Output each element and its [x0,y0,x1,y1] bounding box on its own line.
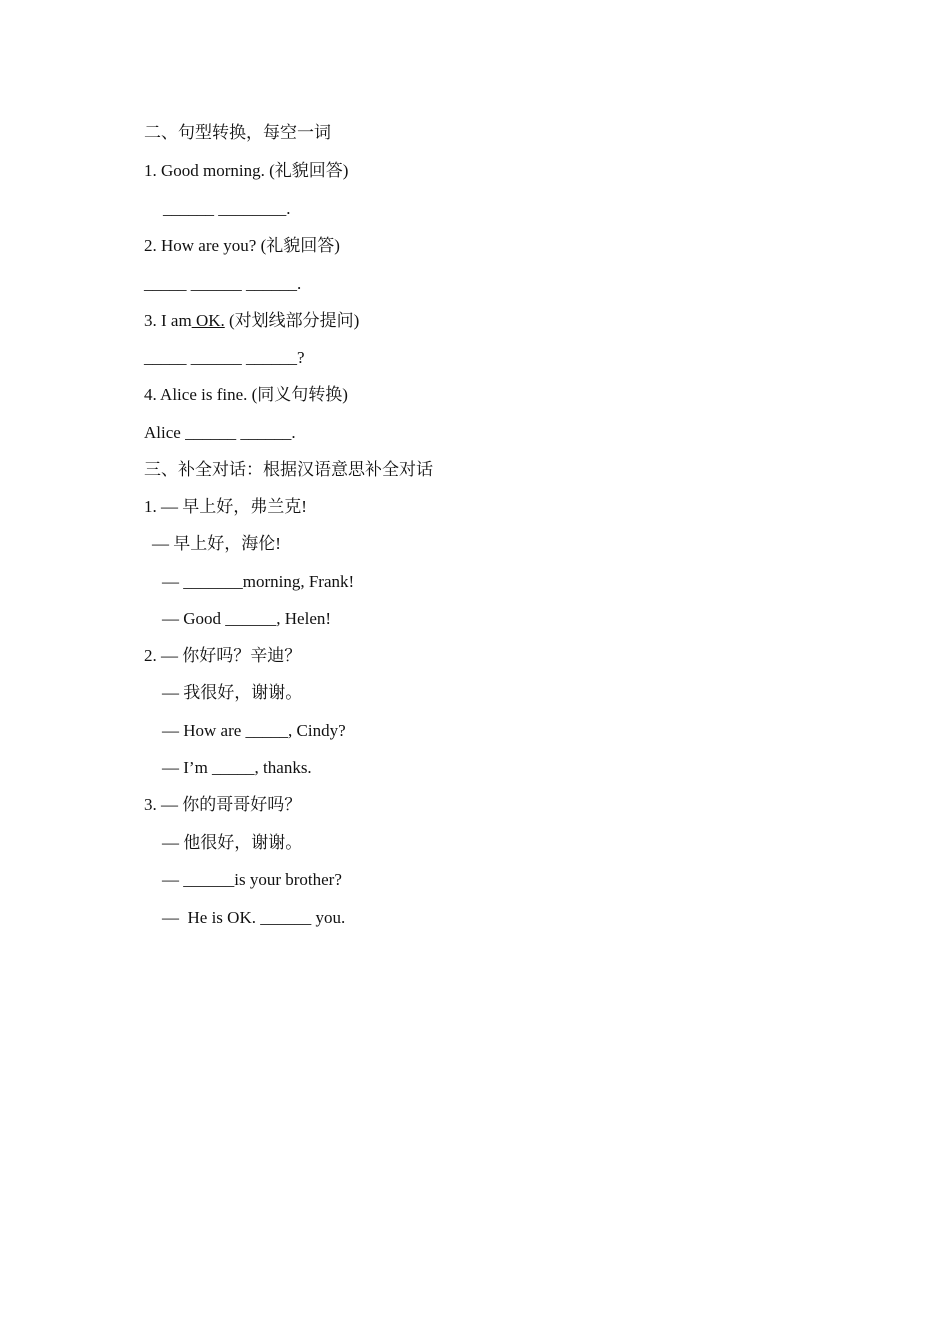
dialog-2-cn-a: 2. — 你好吗？辛迪？ [144,646,302,665]
dialog-3-cn-b: — 他很好，谢谢。 [162,833,303,852]
dialog-2-en-a: — How are _____, Cindy? [162,721,346,740]
answer-blank-3: _____ ______ ______? [144,348,305,367]
question-3 [144,310,359,332]
answer-blank-1: ______ ________. [163,199,291,218]
dialog-3-cn-a: 3. — 你的哥哥好吗？ [144,795,302,814]
question-3-suffix: (对划线部分提问) [224,311,360,330]
question-1: 1. Good morning. (礼貌回答) [144,161,349,180]
section2-title: 二、句型转换，每空一词 [144,123,331,142]
dialog-3-en-a: — ______is your brother? [162,870,342,889]
dialog-1-cn-b: — 早上好，海伦! [152,534,281,553]
dialog-1-cn-a: 1. — 早上好，弗兰克! [144,497,307,516]
dialog-1-en-b: — Good ______, Helen! [162,609,332,628]
question-3-underlined: OK. [191,311,225,330]
answer-blank-4: Alice ______ ______. [144,423,296,442]
dialog-1-en-a: — _______morning, Frank! [162,572,355,591]
dialog-2-en-b: — I’m _____, thanks. [162,758,312,777]
question-3-prefix: 3. I am [144,311,192,330]
answer-blank-2: _____ ______ ______. [144,274,302,293]
dialog-2-cn-b: — 我很好，谢谢。 [162,683,303,702]
section3-title: 三、补全对话：根据汉语意思补全对话 [144,460,433,479]
dialog-3-en-b: — He is OK. ______ you. [162,908,346,927]
question-2: 2. How are you? (礼貌回答) [144,236,340,255]
question-4: 4. Alice is fine. (同义句转换) [144,385,348,404]
